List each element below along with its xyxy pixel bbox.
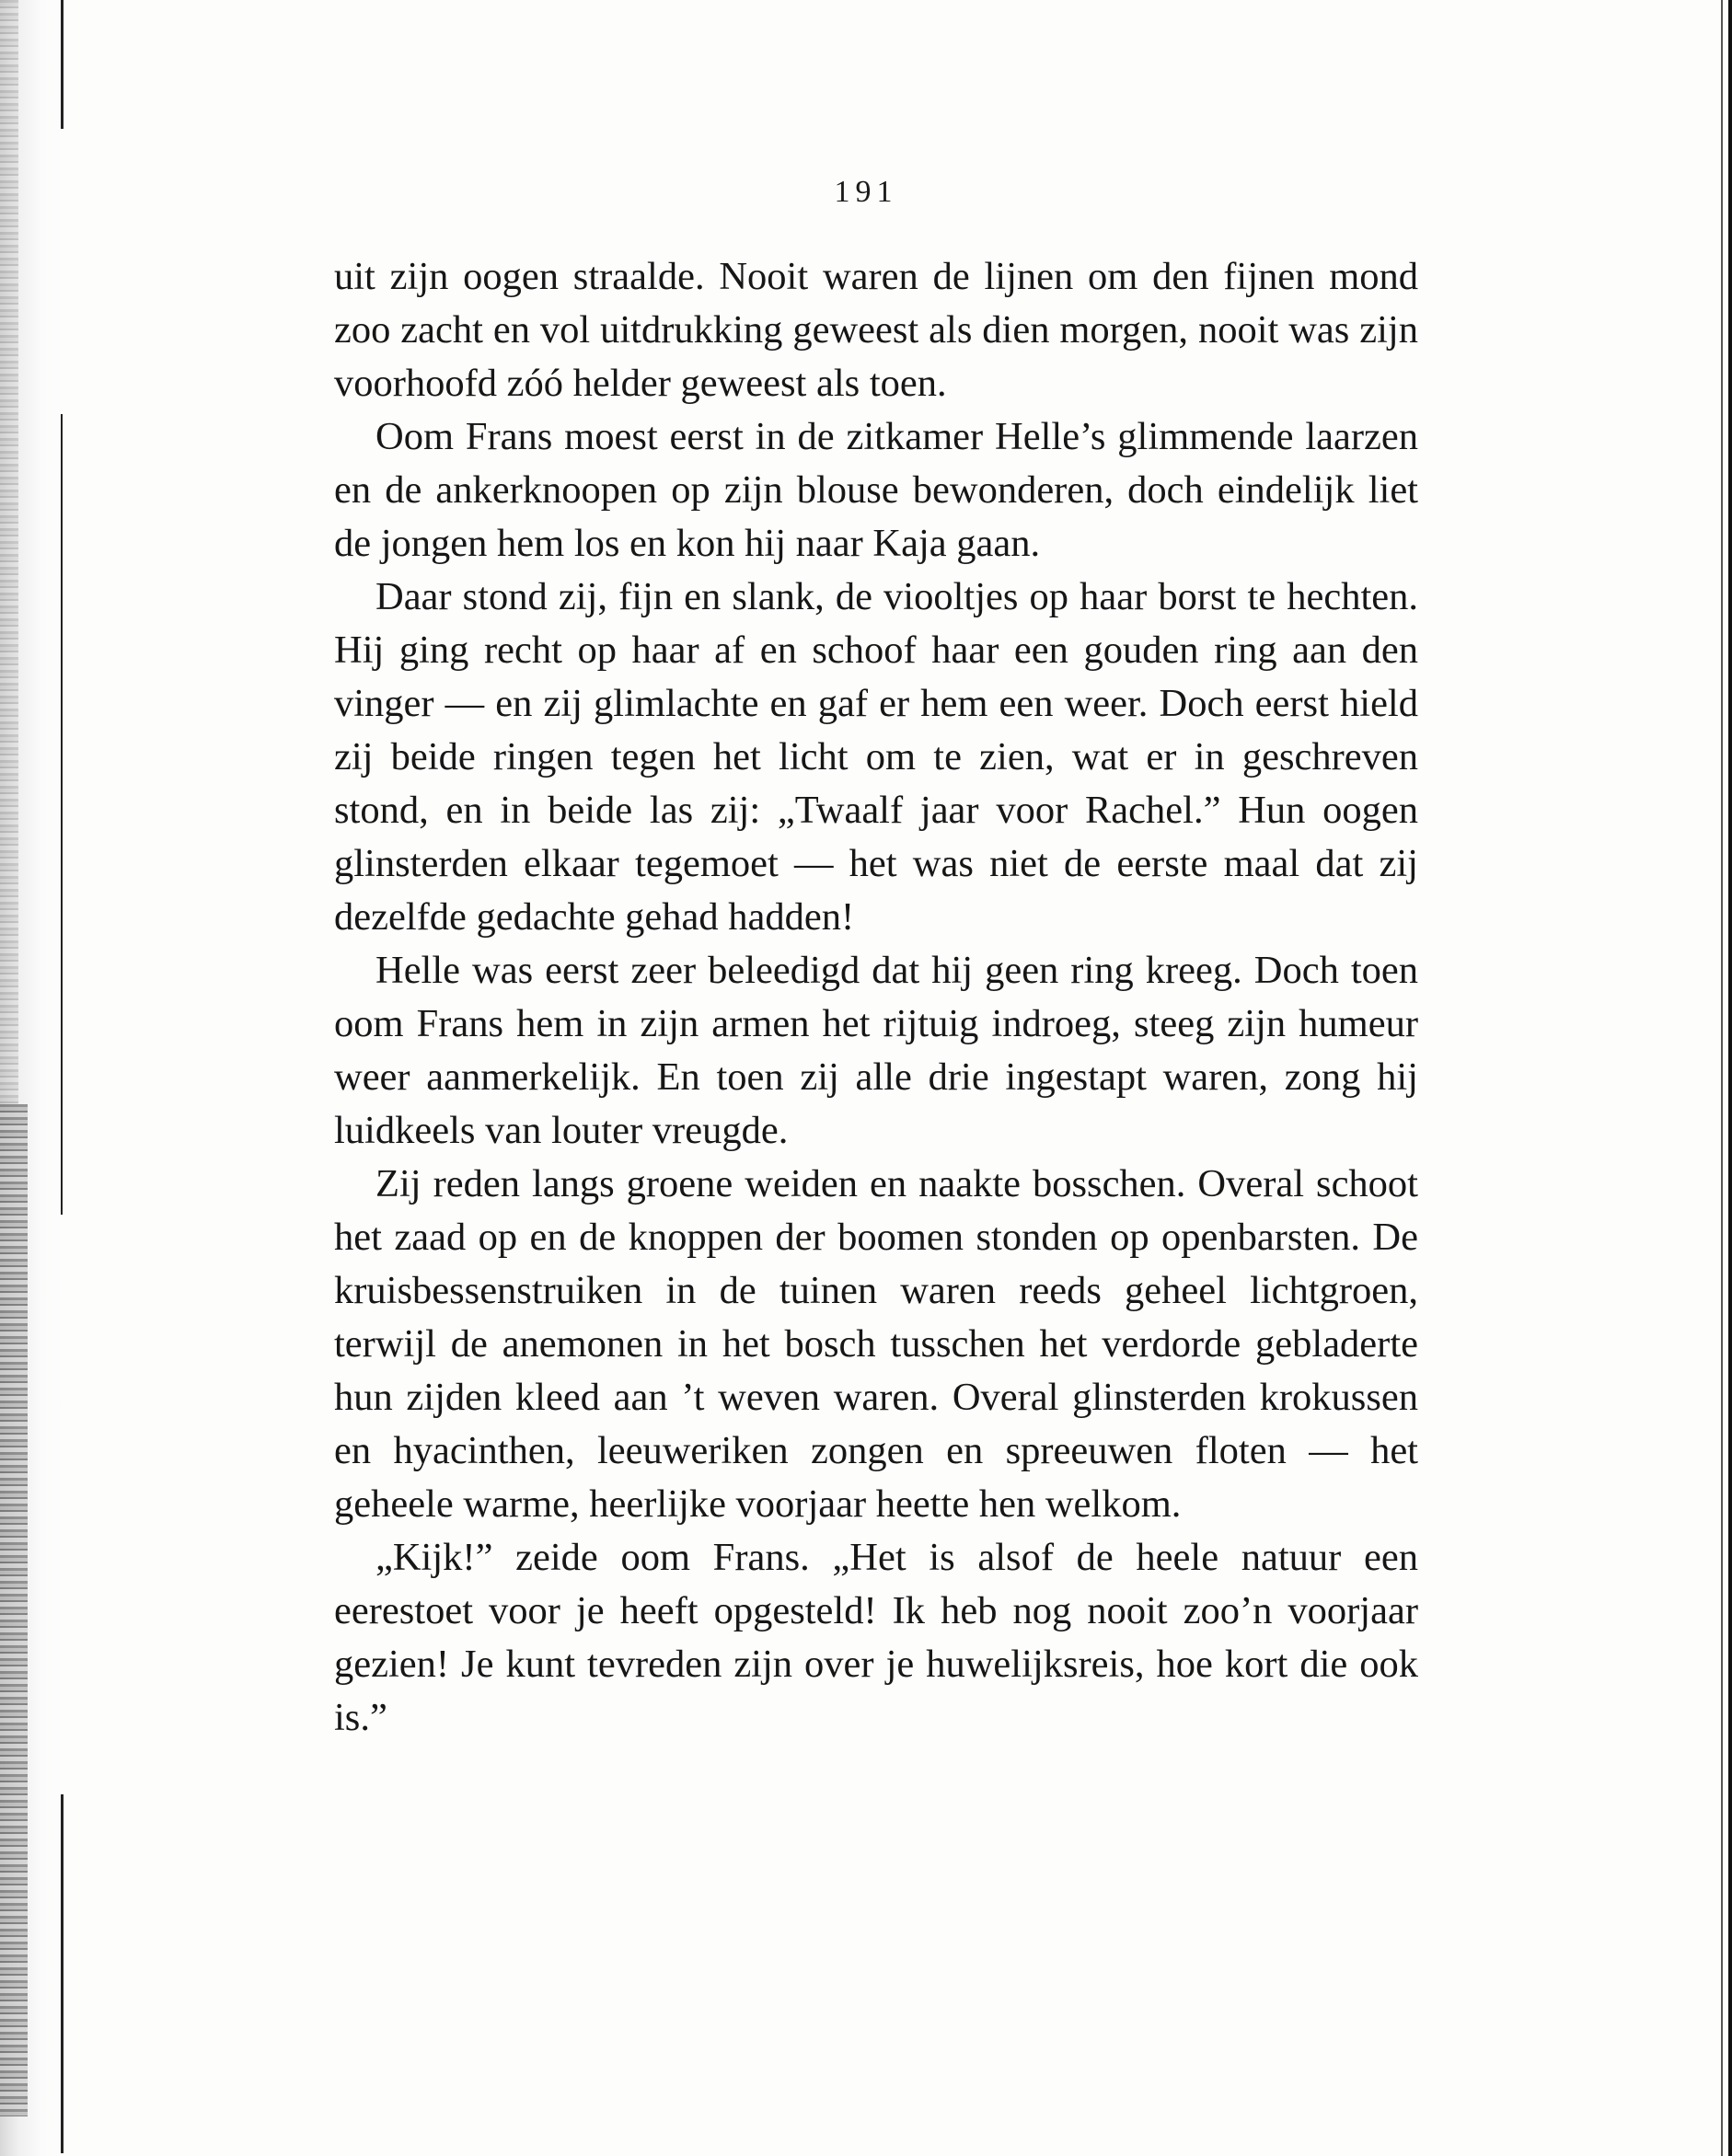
binding-shadow-upper [0, 0, 18, 1104]
page-right-edge-inner [1721, 0, 1723, 2156]
paragraph-6: „Kijk!” zeide oom Frans. „Het is alsof de heele natuur een eerestoet voor je heeft opgesteld! Ik heb nog nooit zoo’n voorjaar gezien! Je kunt tevreden zijn over je huwelijksreis, hoe kort die ook is.” [334, 1536, 1418, 1739]
paragraph-4: Helle was eerst zeer beleedigd dat hij geen ring kreeg. Doch toen oom Frans hem in zijn armen het rijtuig indroeg, steeg zijn humeur weer aanmerkelijk. En toen zij alle drie ingestapt waren, zong hij luidkeels van louter vreugde. [334, 949, 1418, 1152]
body-text [334, 250, 1418, 1745]
page-right-edge [1728, 0, 1732, 2156]
paragraph-5: Zij reden langs groene weiden en naakte bosschen. Overal schoot het zaad op en de knoppen der boomen stonden op openbarsten. De kruisbessenstruiken in de tuinen waren reeds geheel lichtgroen, terwijl de anemonen in het bosch tusschen het verdorde gebladerte hun zijden kleed aan ’t weven waren. Overal glinsterden krokussen en hyacinthen, leeuweriken zongen en spreeuwen floten — het geheele warme, heerlijke voorjaar heette hen welkom. [334, 1162, 1418, 1526]
paragraph-1: uit zijn oogen straalde. Nooit waren de lijnen om den fijnen mond zoo zacht en vol uitdrukking geweest als dien morgen, nooit was zijn voorhoofd zóó helder geweest als toen. [334, 255, 1418, 405]
binding-thread-upper [61, 0, 64, 129]
binding-thread-middle [61, 414, 63, 1215]
paragraph-3: Daar stond zij, fijn en slank, de viooltjes op haar borst te hechten. Hij ging recht op haar af en schoof haar een gouden ring aan den vinger — en zij glimlachte en gaf er hem een weer. Doch eerst hield zij beide ringen tegen het licht om te zien, wat er in geschreven stond, en in beide las zij: „Twaalf jaar voor Rachel.” Hun oogen glinsterden elkaar tegemoet — het was niet de eerste maal dat zij dezelfde gedachte gehad hadden! [334, 575, 1418, 939]
binding-thread-lower [61, 1794, 64, 2153]
binding-shadow-lower [0, 1104, 28, 2116]
page-number: 191 [834, 175, 898, 209]
paragraph-2: Oom Frans moest eerst in de zitkamer Helle’s glimmende laarzen en de ankerknoopen op zijn blouse bewonderen, doch eindelijk liet de jongen hem los en kon hij naar Kaja gaan. [334, 415, 1418, 565]
